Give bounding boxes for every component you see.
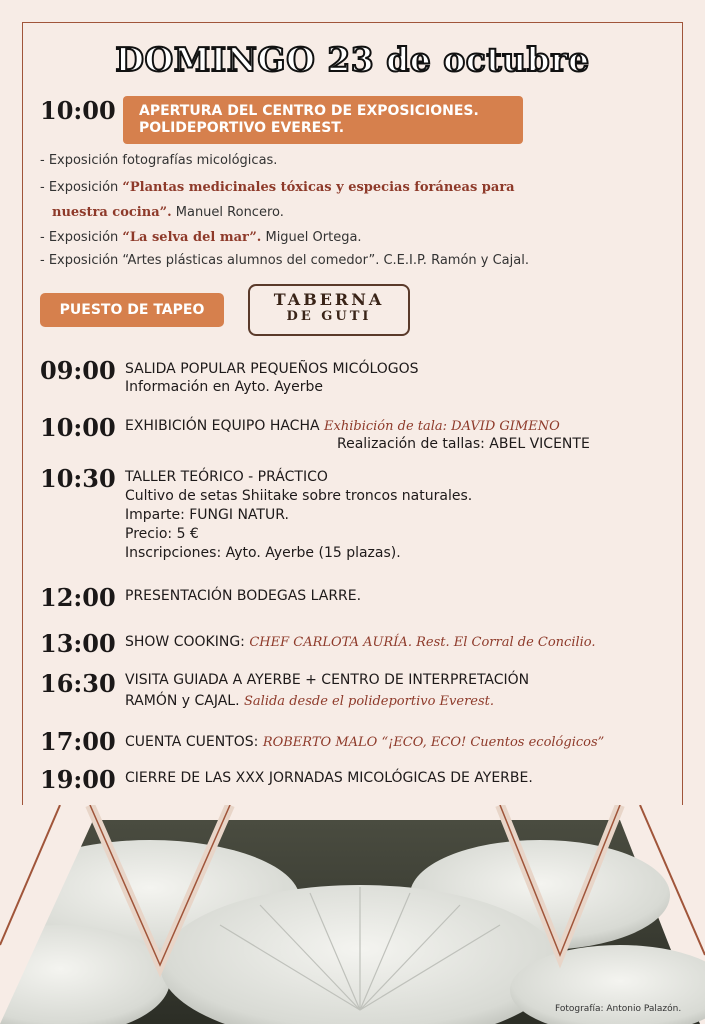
event-row bbox=[125, 633, 596, 652]
event-detail: RAMÓN y CAJAL. bbox=[125, 693, 240, 709]
exhibition-item-continued: nuestra cocina”. Manuel Roncero. bbox=[52, 205, 284, 220]
opening-line-2: POLIDEPORTIVO EVEREST. bbox=[139, 120, 345, 136]
event-title: TALLER TEÓRICO - PRÁCTICO bbox=[125, 469, 328, 485]
opening-line-1: APERTURA DEL CENTRO DE EXPOSICIONES. bbox=[139, 103, 479, 119]
photo-credit: Fotografía: Antonio Palazón. bbox=[555, 1004, 682, 1014]
event-time: 19:00 bbox=[40, 765, 116, 794]
event-time: 13:00 bbox=[40, 629, 116, 658]
event-detail: Información en Ayto. Ayerbe bbox=[125, 379, 324, 395]
event-time: 17:00 bbox=[40, 727, 116, 756]
event-title: VISITA GUIADA A AYERBE + CENTRO DE INTERPRETACIÓN bbox=[125, 672, 530, 688]
tapeo-badge: PUESTO DE TAPEO bbox=[40, 293, 224, 327]
frame-top-line bbox=[22, 22, 682, 23]
page-title: DOMINGO 23 de octubre bbox=[115, 40, 590, 79]
event-detail: Exhibición de tala: DAVID GIMENO bbox=[324, 419, 560, 434]
event-title: EXHIBICIÓN EQUIPO HACHA bbox=[125, 418, 320, 434]
event-detail: CHEF CARLOTA AURÍA. Rest. El Corral de Concilio. bbox=[249, 635, 596, 650]
exhibition-item: - Exposición fotografías micológicas. bbox=[40, 153, 278, 168]
exhibition-item: - Exposición “Plantas medicinales tóxicas y especias foráneas para bbox=[40, 180, 515, 195]
event-row bbox=[125, 692, 494, 711]
frame-left-line bbox=[22, 22, 23, 902]
event-detail: Salida desde el polideportivo Everest. bbox=[244, 694, 494, 709]
mushroom-photo bbox=[0, 805, 705, 1024]
event-detail: Imparte: FUNGI NATUR. bbox=[125, 507, 289, 523]
event-time: 09:00 bbox=[40, 356, 116, 385]
opening-banner bbox=[123, 96, 523, 144]
event-time: 10:00 bbox=[40, 413, 116, 442]
event-time: 16:30 bbox=[40, 669, 116, 698]
event-title: CUENTA CUENTOS: bbox=[125, 734, 259, 750]
event-price: Precio: 5 € bbox=[125, 526, 199, 542]
exhibition-item: - Exposición “La selva del mar”. Miguel Ortega. bbox=[40, 230, 362, 245]
opening-time: 10:00 bbox=[40, 96, 116, 125]
event-registration: Inscripciones: Ayto. Ayerbe (15 plazas). bbox=[125, 545, 401, 561]
event-title: CIERRE DE LAS XXX JORNADAS MICOLÓGICAS DE AYERBE. bbox=[125, 770, 533, 786]
logo-line-2: DE GUTI bbox=[286, 309, 372, 324]
event-detail: ROBERTO MALO “¡ECO, ECO! Cuentos ecológicos” bbox=[262, 735, 605, 750]
event-time: 10:30 bbox=[40, 464, 116, 493]
event-title: SALIDA POPULAR PEQUEÑOS MICÓLOGOS bbox=[125, 361, 419, 377]
exhibition-item: - Exposición “Artes plásticas alumnos del comedor”. C.E.I.P. Ramón y Cajal. bbox=[40, 253, 529, 268]
event-row bbox=[125, 733, 604, 752]
event-title: SHOW COOKING: bbox=[125, 634, 245, 650]
taberna-logo bbox=[248, 284, 410, 336]
event-title: PRESENTACIÓN BODEGAS LARRE. bbox=[125, 588, 362, 604]
event-row bbox=[125, 417, 560, 436]
logo-line-1: TABERNA bbox=[273, 290, 385, 309]
frame-right-line bbox=[682, 22, 683, 902]
event-detail: Cultivo de setas Shiitake sobre troncos naturales. bbox=[125, 488, 473, 504]
event-time: 12:00 bbox=[40, 583, 116, 612]
mushroom-illustration bbox=[0, 805, 705, 1024]
event-detail: Realización de tallas: ABEL VICENTE bbox=[337, 436, 590, 452]
